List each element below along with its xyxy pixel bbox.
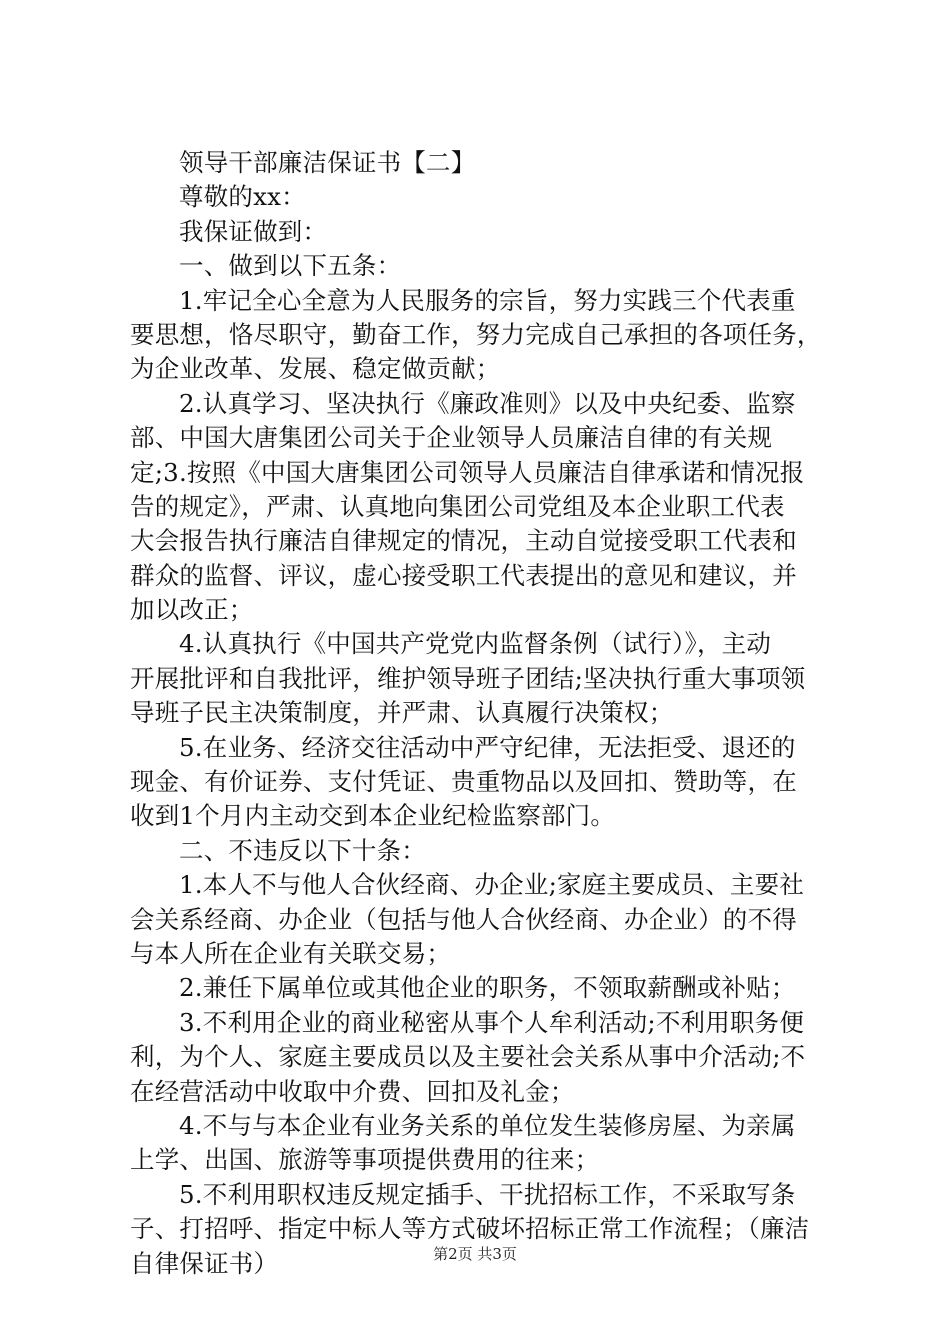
document-line: 群众的监督、评议，虚心接受职工代表提出的意见和建议，并 (130, 560, 797, 590)
document-line: 在经营活动中收取中介费、回扣及礼金； (130, 1076, 575, 1106)
document-line: 2.认真学习、坚决执行《廉政准则》以及中央纪委、监察 (179, 388, 796, 418)
document-line: 会关系经商、办企业（包括与他人合伙经商、办企业）的不得 (130, 904, 797, 934)
page-footer: 第2页 共3页 (433, 1245, 517, 1263)
document-line: 二、不违反以下十条： (179, 835, 426, 865)
document-line: 告的规定》，严肃、认真地向集团公司党组及本企业职工代表 (130, 491, 785, 521)
document-line: 大会报告执行廉洁自律规定的情况，主动自觉接受职工代表和 (130, 526, 797, 556)
document-line: 4.认真执行《中国共产党党内监督条例（试行）》，主动 (179, 629, 772, 659)
document-line: 自律保证书） (130, 1248, 279, 1278)
document-line: 2.兼任下属单位或其他企业的职务，不领取薪酬或补贴； (179, 973, 796, 1003)
document-line: 一、做到以下五条： (179, 251, 402, 281)
document-line: 3.不利用企业的商业秘密从事个人牟利活动;不利用职务便 (179, 1007, 805, 1037)
document-title: 领导干部廉洁保证书【二】 (179, 148, 476, 177)
document-line: 利，为个人、家庭主要成员以及主要社会关系从事中介活动;不 (130, 1042, 806, 1072)
document-line: 5.不利用职权违反规定插手、干扰招标工作，不采取写条 (179, 1179, 796, 1209)
document-line: 现金、有价证券、支付凭证、贵重物品以及回扣、赞助等，在 (130, 767, 797, 797)
document-line: 加以改正； (130, 595, 254, 625)
document-line: 开展批评和自我批评，维护领导班子团结;坚决执行重大事项领 (130, 663, 806, 693)
document-line: 为企业改革、发展、稳定做贡献； (130, 354, 501, 384)
document-line: 收到1个月内主动交到本企业纪检监察部门。 (130, 801, 616, 831)
document-line: 上学、出国、旅游等事项提供费用的往来； (130, 1145, 600, 1175)
document-line: 要思想，恪尽职守，勤奋工作，努力完成自己承担的各项任务， (130, 319, 822, 349)
document-line: 子、打招呼、指定中标人等方式破坏招标正常工作流程；（廉洁 (130, 1214, 810, 1244)
document-line: 1.牢记全心全意为人民服务的宗旨，努力实践三个代表重 (179, 285, 796, 315)
document-line: 定;3.按照《中国大唐集团公司领导人员廉洁自律承诺和情况报 (130, 457, 805, 487)
document-line: 与本人所在企业有关联交易； (130, 938, 452, 968)
document-body (130, 146, 830, 1281)
document-line: 部、中国大唐集团公司关于企业领导人员廉洁自律的有关规 (130, 423, 773, 453)
document-line: 导班子民主决策制度，并严肃、认真履行决策权； (130, 698, 674, 728)
document-line: 1.本人不与他人合伙经商、办企业;家庭主要成员、主要社 (179, 870, 805, 900)
document-line: 我保证做到： (179, 216, 328, 246)
document-line: 4.不与与本企业有业务关系的单位发生装修房屋、为亲属 (179, 1110, 796, 1140)
document-line: 尊敬的xx： (179, 182, 306, 212)
document-line: 5.在业务、经济交往活动中严守纪律，无法拒受、退还的 (179, 732, 796, 762)
